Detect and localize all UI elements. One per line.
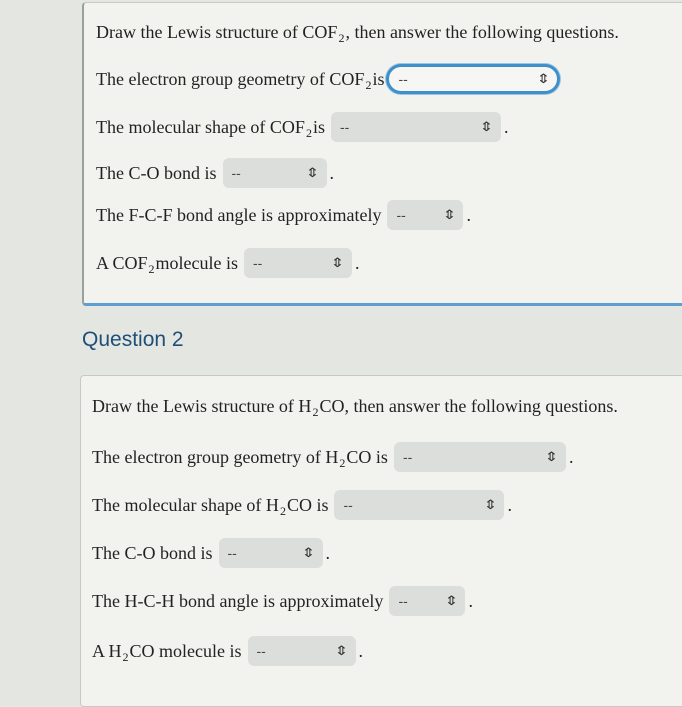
period: . — [325, 542, 330, 563]
q1-electron-geometry-select[interactable] — [386, 64, 560, 94]
question-label-end: CO is — [286, 494, 329, 515]
period: . — [507, 494, 512, 515]
q1-intro-text: Draw the Lewis structure of COF — [96, 22, 338, 42]
chevron-up-down-icon: ⇕ — [479, 119, 494, 134]
question-label: The C-O bond is — [96, 162, 217, 183]
q1-intro-text-end: , then answer the following questions. — [345, 22, 619, 42]
question-label: A COF — [96, 252, 148, 273]
question-label-end: is — [372, 68, 385, 89]
select-value: -- — [343, 497, 353, 513]
q2-polarity-select[interactable] — [248, 636, 356, 666]
select-value: -- — [256, 643, 266, 659]
select-value: -- — [231, 165, 241, 181]
q2-bond-angle-select[interactable] — [389, 586, 465, 616]
subscript: 2 — [305, 125, 312, 140]
chevron-up-down-icon: ⇕ — [333, 643, 349, 658]
period: . — [503, 116, 509, 137]
q2-intro-text-end: CO, then answer the following questions. — [319, 396, 618, 416]
q2-bond-angle-row — [92, 586, 473, 616]
period: . — [355, 252, 360, 273]
q2-intro-text: Draw the Lewis structure of H — [92, 396, 312, 416]
subscript: 2 — [122, 649, 129, 664]
period: . — [466, 204, 471, 225]
q2-molecular-shape-row — [92, 490, 512, 520]
q1-molecular-shape-row — [96, 112, 508, 142]
subscript: 2 — [279, 503, 286, 518]
q1-bond-angle-row — [96, 200, 471, 230]
q1-polarity-row — [96, 248, 360, 278]
chevron-up-down-icon: ⇕ — [535, 71, 551, 86]
q2-electron-geometry-select[interactable] — [394, 442, 566, 472]
q2-electron-geometry-row — [92, 442, 573, 472]
select-value: -- — [227, 545, 237, 561]
q1-co-bond-select[interactable] — [223, 158, 327, 188]
period: . — [329, 162, 334, 183]
q2-instructions — [92, 396, 618, 417]
subscript: 2 — [338, 31, 345, 45]
q2-polarity-row — [92, 636, 363, 666]
subscript: 2 — [148, 261, 155, 276]
q1-electron-geometry-row — [96, 64, 560, 94]
q1-polarity-select[interactable] — [244, 248, 352, 278]
question-label: The C-O bond is — [92, 542, 213, 563]
chevron-up-down-icon: ⇕ — [441, 207, 457, 222]
period: . — [568, 446, 574, 467]
subscript: 2 — [365, 77, 372, 92]
question-label-end: CO molecule is — [129, 640, 242, 661]
chevron-up-down-icon: ⇕ — [443, 593, 459, 608]
question-label: The molecular shape of H — [92, 494, 279, 515]
q2-molecular-shape-select[interactable] — [334, 490, 504, 520]
period: . — [358, 640, 363, 661]
question-label: The electron group geometry of H — [92, 446, 339, 467]
select-value: -- — [398, 593, 408, 609]
subscript: 2 — [339, 455, 346, 470]
question-label: The H-C-H bond angle is approximately — [92, 590, 384, 611]
question-label-end: is — [312, 116, 325, 137]
subscript: 2 — [312, 405, 319, 419]
q1-molecular-shape-select[interactable] — [331, 112, 501, 142]
q1-co-bond-row — [96, 158, 334, 188]
chevron-up-down-icon: ⇕ — [544, 449, 559, 464]
select-value: -- — [253, 255, 263, 271]
select-value: -- — [402, 449, 413, 465]
period: . — [468, 590, 473, 611]
chevron-up-down-icon: ⇕ — [330, 255, 345, 270]
chevron-up-down-icon: ⇕ — [300, 545, 316, 560]
q1-bond-angle-select[interactable] — [387, 200, 463, 230]
q1-instructions — [96, 22, 619, 43]
q2-co-bond-select[interactable] — [219, 538, 323, 568]
question-2-heading: Question 2 — [82, 328, 184, 351]
question-label-end: molecule is — [155, 252, 239, 273]
question-label: The F-C-F bond angle is approximately — [96, 204, 382, 225]
select-value: -- — [339, 119, 350, 135]
question-label: A H — [92, 640, 122, 661]
chevron-up-down-icon: ⇕ — [304, 165, 320, 180]
question-label-end: CO is — [346, 446, 388, 467]
select-value: -- — [398, 71, 408, 87]
chevron-up-down-icon: ⇕ — [482, 497, 498, 512]
question-label: The molecular shape of COF — [96, 116, 305, 137]
question-label: The electron group geometry of COF — [96, 68, 365, 89]
select-value: -- — [396, 207, 406, 223]
q2-co-bond-row — [92, 538, 330, 568]
